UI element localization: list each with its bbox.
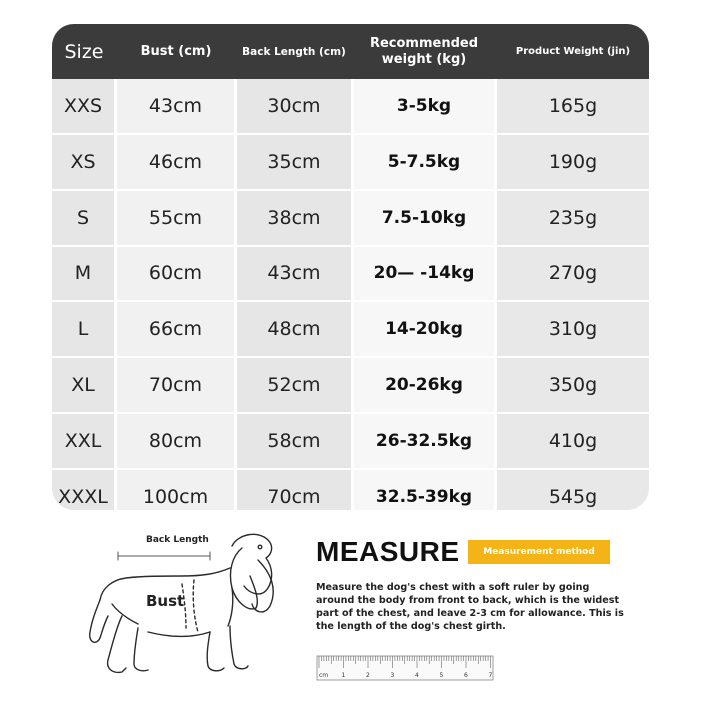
ruler-illustration [316, 655, 494, 681]
column-divider [114, 79, 117, 510]
header-recommended-weight: Recommended weight (kg) [369, 35, 479, 67]
header-product-weight: Product Weight (jin) [515, 45, 631, 57]
ruler-number: 1 [341, 672, 346, 679]
measure-title: MEASURE [316, 536, 460, 567]
cell-recommended-weight: 32.5-39kg [354, 470, 494, 510]
cell-back-length: 70cm [237, 470, 351, 510]
ruler-number: 2 [366, 672, 370, 679]
cell-bust: 55cm [117, 191, 234, 245]
measure-instructions: Measure the dog's chest with a soft ruler by going around the body from front to back, which is the widest part of the chest, and leave 2-3 cm for allowance. This is the length of the dog's chest girth. [316, 582, 624, 632]
cell-back-length: 38cm [237, 191, 351, 245]
ruler-number: 3 [390, 672, 395, 679]
cell-product-weight: 350g [497, 358, 649, 412]
cell-bust: 70cm [117, 358, 234, 412]
cell-bust: 60cm [117, 246, 234, 300]
ruler-icon [316, 655, 494, 681]
column-divider [351, 79, 354, 510]
cell-back-length: 30cm [237, 79, 351, 133]
cell-recommended-weight: 7.5-10kg [354, 191, 494, 245]
cell-product-weight: 310g [497, 302, 649, 356]
column-divider [494, 79, 497, 510]
cell-size: M [52, 246, 114, 300]
column-divider [234, 79, 237, 510]
cell-bust: 80cm [117, 414, 234, 468]
cell-size: S [52, 191, 114, 245]
header-size: Size [64, 40, 104, 63]
cell-size: XXL [52, 414, 114, 468]
cell-size: XS [52, 135, 114, 189]
back-length-label: Back Length [146, 535, 209, 545]
cell-back-length: 35cm [237, 135, 351, 189]
ruler-number: 5 [439, 672, 444, 679]
ruler-unit-label: cm [319, 672, 329, 679]
table-header-row [52, 24, 649, 79]
cell-recommended-weight: 3-5kg [354, 79, 494, 133]
cell-size: XL [52, 358, 114, 412]
cell-recommended-weight: 14-20kg [354, 302, 494, 356]
cell-size: XXXL [52, 470, 114, 510]
cell-recommended-weight: 20-26kg [354, 358, 494, 412]
cell-size: L [52, 302, 114, 356]
measurement-method-badge: Measurement method [468, 540, 610, 564]
cell-back-length: 48cm [237, 302, 351, 356]
cell-product-weight: 190g [497, 135, 649, 189]
cell-size: XXS [52, 79, 114, 133]
dog-outline-icon [82, 528, 292, 686]
cell-back-length: 43cm [237, 246, 351, 300]
cell-back-length: 52cm [237, 358, 351, 412]
cell-product-weight: 410g [497, 414, 649, 468]
cell-bust: 46cm [117, 135, 234, 189]
cell-recommended-weight: 20— -14kg [354, 246, 494, 300]
ruler-number: 7 [488, 672, 493, 679]
size-chart-table [52, 24, 649, 510]
header-bust: Bust (cm) [140, 43, 212, 59]
header-back-length: Back Length (cm) [242, 45, 346, 58]
cell-bust: 66cm [117, 302, 234, 356]
cell-product-weight: 165g [497, 79, 649, 133]
cell-product-weight: 545g [497, 470, 649, 510]
cell-product-weight: 270g [497, 246, 649, 300]
cell-bust: 43cm [117, 79, 234, 133]
cell-recommended-weight: 5-7.5kg [354, 135, 494, 189]
dog-measurement-diagram [82, 528, 292, 686]
cell-bust: 100cm [117, 470, 234, 510]
ruler-number: 6 [464, 672, 468, 679]
ruler-number: 4 [415, 672, 419, 679]
bust-label: Bust [146, 592, 185, 610]
cell-recommended-weight: 26-32.5kg [354, 414, 494, 468]
cell-back-length: 58cm [237, 414, 351, 468]
cell-product-weight: 235g [497, 191, 649, 245]
